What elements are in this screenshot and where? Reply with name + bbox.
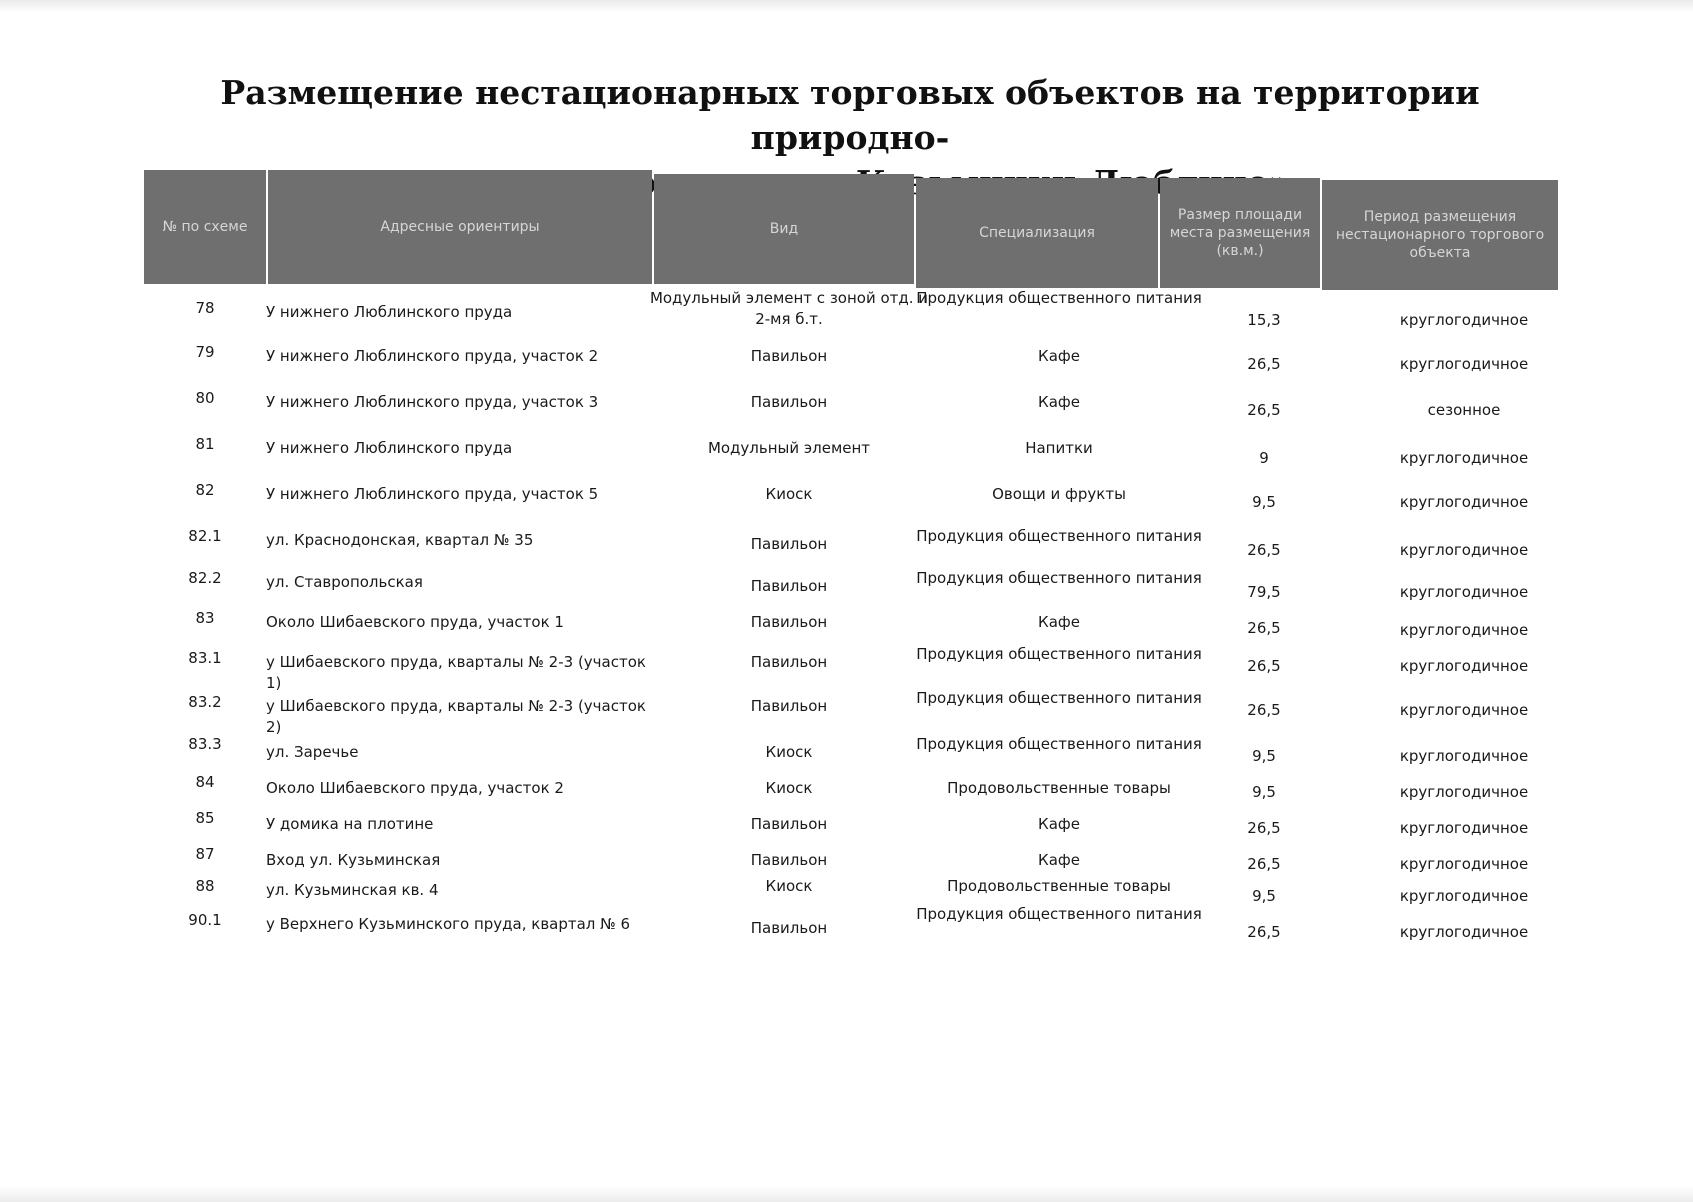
row-specialization: Продукция общественного питания <box>916 645 1202 663</box>
row-num: 83.3 <box>188 735 222 753</box>
row-num: 79 <box>195 343 215 361</box>
row-period: круглогодичное <box>1399 819 1529 837</box>
table-header <box>144 170 1558 284</box>
row-address: ул. Ставропольская <box>266 573 423 591</box>
row-address: Вход ул. Кузьминская <box>266 851 441 869</box>
header-address: Адресные ориентиры <box>268 170 652 284</box>
row-period: круглогодичное <box>1399 621 1529 639</box>
row-kind: Павильон <box>750 919 828 937</box>
row-num: 82.2 <box>188 569 222 587</box>
row-period: круглогодичное <box>1399 657 1529 675</box>
header-period: Период размещения нестационарного торгового объекта <box>1322 180 1558 290</box>
row-specialization: Продукция общественного питания <box>916 527 1202 545</box>
row-num: 83.2 <box>188 693 222 711</box>
row-kind: Киоск <box>765 743 813 761</box>
row-specialization: Продукция общественного питания <box>916 735 1202 753</box>
row-size: 26,5 <box>1247 819 1281 837</box>
row-specialization: Продукция общественного питания <box>916 569 1202 587</box>
row-kind: Павильон <box>750 347 828 365</box>
row-num: 88 <box>195 877 215 895</box>
row-period: круглогодичное <box>1399 701 1529 719</box>
row-period: круглогодичное <box>1399 355 1529 373</box>
row-specialization: Продукция общественного питания <box>916 289 1202 307</box>
header-kind: Вид <box>654 174 914 284</box>
row-size: 26,5 <box>1247 657 1281 675</box>
row-num: 83 <box>195 609 215 627</box>
row-kind: Павильон <box>750 393 828 411</box>
row-size: 79,5 <box>1247 583 1281 601</box>
row-kind: Киоск <box>765 485 813 503</box>
row-period: круглогодичное <box>1399 783 1529 801</box>
row-kind: Павильон <box>750 815 828 833</box>
row-size: 26,5 <box>1247 923 1281 941</box>
row-specialization: Кафе <box>1038 613 1080 631</box>
row-period: сезонное <box>1427 401 1501 419</box>
row-num: 84 <box>195 773 215 791</box>
row-size: 26,5 <box>1247 701 1281 719</box>
row-kind: Павильон <box>750 535 828 553</box>
row-kind: Киоск <box>765 779 813 797</box>
row-size: 9,5 <box>1252 887 1276 905</box>
row-size: 9 <box>1259 449 1269 467</box>
row-specialization: Продовольственные товары <box>947 877 1171 895</box>
row-period: круглогодичное <box>1399 583 1529 601</box>
row-size: 26,5 <box>1247 619 1281 637</box>
row-period: круглогодичное <box>1399 311 1529 329</box>
row-address: У нижнего Люблинского пруда, участок 3 <box>266 393 599 411</box>
row-kind: Павильон <box>750 851 828 869</box>
row-kind: Павильон <box>750 577 828 595</box>
row-kind: Киоск <box>765 877 813 895</box>
scan-edge-bottom <box>0 1186 1693 1202</box>
row-num: 81 <box>195 435 215 453</box>
row-address: ул. Краснодонская, квартал № 35 <box>266 531 534 549</box>
row-size: 9,5 <box>1252 783 1276 801</box>
row-specialization: Продукция общественного питания <box>916 905 1202 923</box>
row-size: 26,5 <box>1247 541 1281 559</box>
row-num: 80 <box>195 389 215 407</box>
header-size: Размер площади места размещения (кв.м.) <box>1160 178 1320 288</box>
row-num: 90.1 <box>188 911 222 929</box>
row-period: круглогодичное <box>1399 449 1529 467</box>
row-kind: Павильон <box>750 613 828 631</box>
row-address: ул. Заречье <box>266 743 359 761</box>
row-address: у Шибаевского пруда, кварталы № 2-3 (участок 1) <box>266 653 646 692</box>
row-address: У домика на плотине <box>266 815 434 833</box>
title-line-1: Размещение нестационарных торговых объектов на территории природно- <box>220 73 1480 157</box>
row-size: 26,5 <box>1247 401 1281 419</box>
row-specialization: Кафе <box>1038 815 1080 833</box>
row-specialization: Кафе <box>1038 851 1080 869</box>
row-num: 82.1 <box>188 527 222 545</box>
row-specialization: Кафе <box>1038 347 1080 365</box>
row-kind: Павильон <box>750 653 828 671</box>
row-period: круглогодичное <box>1399 923 1529 941</box>
row-num: 82 <box>195 481 215 499</box>
row-kind: Модульный элемент <box>707 439 871 457</box>
row-address: У нижнего Люблинского пруда <box>266 303 513 321</box>
row-address: У нижнего Люблинского пруда, участок 2 <box>266 347 599 365</box>
scan-edge-top <box>0 0 1693 12</box>
row-period: круглогодичное <box>1399 747 1529 765</box>
row-address: у Верхнего Кузьминского пруда, квартал № 6 <box>266 915 631 933</box>
row-num: 87 <box>195 845 215 863</box>
row-specialization: Овощи и фрукты <box>992 485 1126 503</box>
kiosk-placement-table <box>144 170 1558 941</box>
row-address: ул. Кузьминская кв. 4 <box>266 881 439 899</box>
row-kind: Павильон <box>750 697 828 715</box>
row-num: 78 <box>195 299 215 317</box>
row-size: 9,5 <box>1252 493 1276 511</box>
row-num: 85 <box>195 809 215 827</box>
header-specialization: Специализация <box>916 178 1158 288</box>
row-address: у Шибаевского пруда, кварталы № 2-3 (участок 2) <box>266 697 646 736</box>
row-address: У нижнего Люблинского пруда <box>266 439 513 457</box>
row-kind: Модульный элемент с зоной отд. и 2-мя б.т. <box>649 289 929 328</box>
row-specialization: Продовольственные товары <box>947 779 1171 797</box>
row-specialization: Продукция общественного питания <box>916 689 1202 707</box>
row-size: 26,5 <box>1247 855 1281 873</box>
row-specialization: Кафе <box>1038 393 1080 411</box>
row-size: 9,5 <box>1252 747 1276 765</box>
row-specialization: Напитки <box>1025 439 1093 457</box>
header-num: № по схеме <box>144 170 266 284</box>
row-address: Около Шибаевского пруда, участок 2 <box>266 779 564 797</box>
row-address: Около Шибаевского пруда, участок 1 <box>266 613 564 631</box>
row-num: 83.1 <box>188 649 222 667</box>
row-period: круглогодичное <box>1399 493 1529 511</box>
row-period: круглогодичное <box>1399 541 1529 559</box>
row-address: У нижнего Люблинского пруда, участок 5 <box>266 485 599 503</box>
row-size: 26,5 <box>1247 355 1281 373</box>
row-period: круглогодичное <box>1399 855 1529 873</box>
row-period: круглогодичное <box>1399 887 1529 905</box>
row-size: 15,3 <box>1247 311 1281 329</box>
